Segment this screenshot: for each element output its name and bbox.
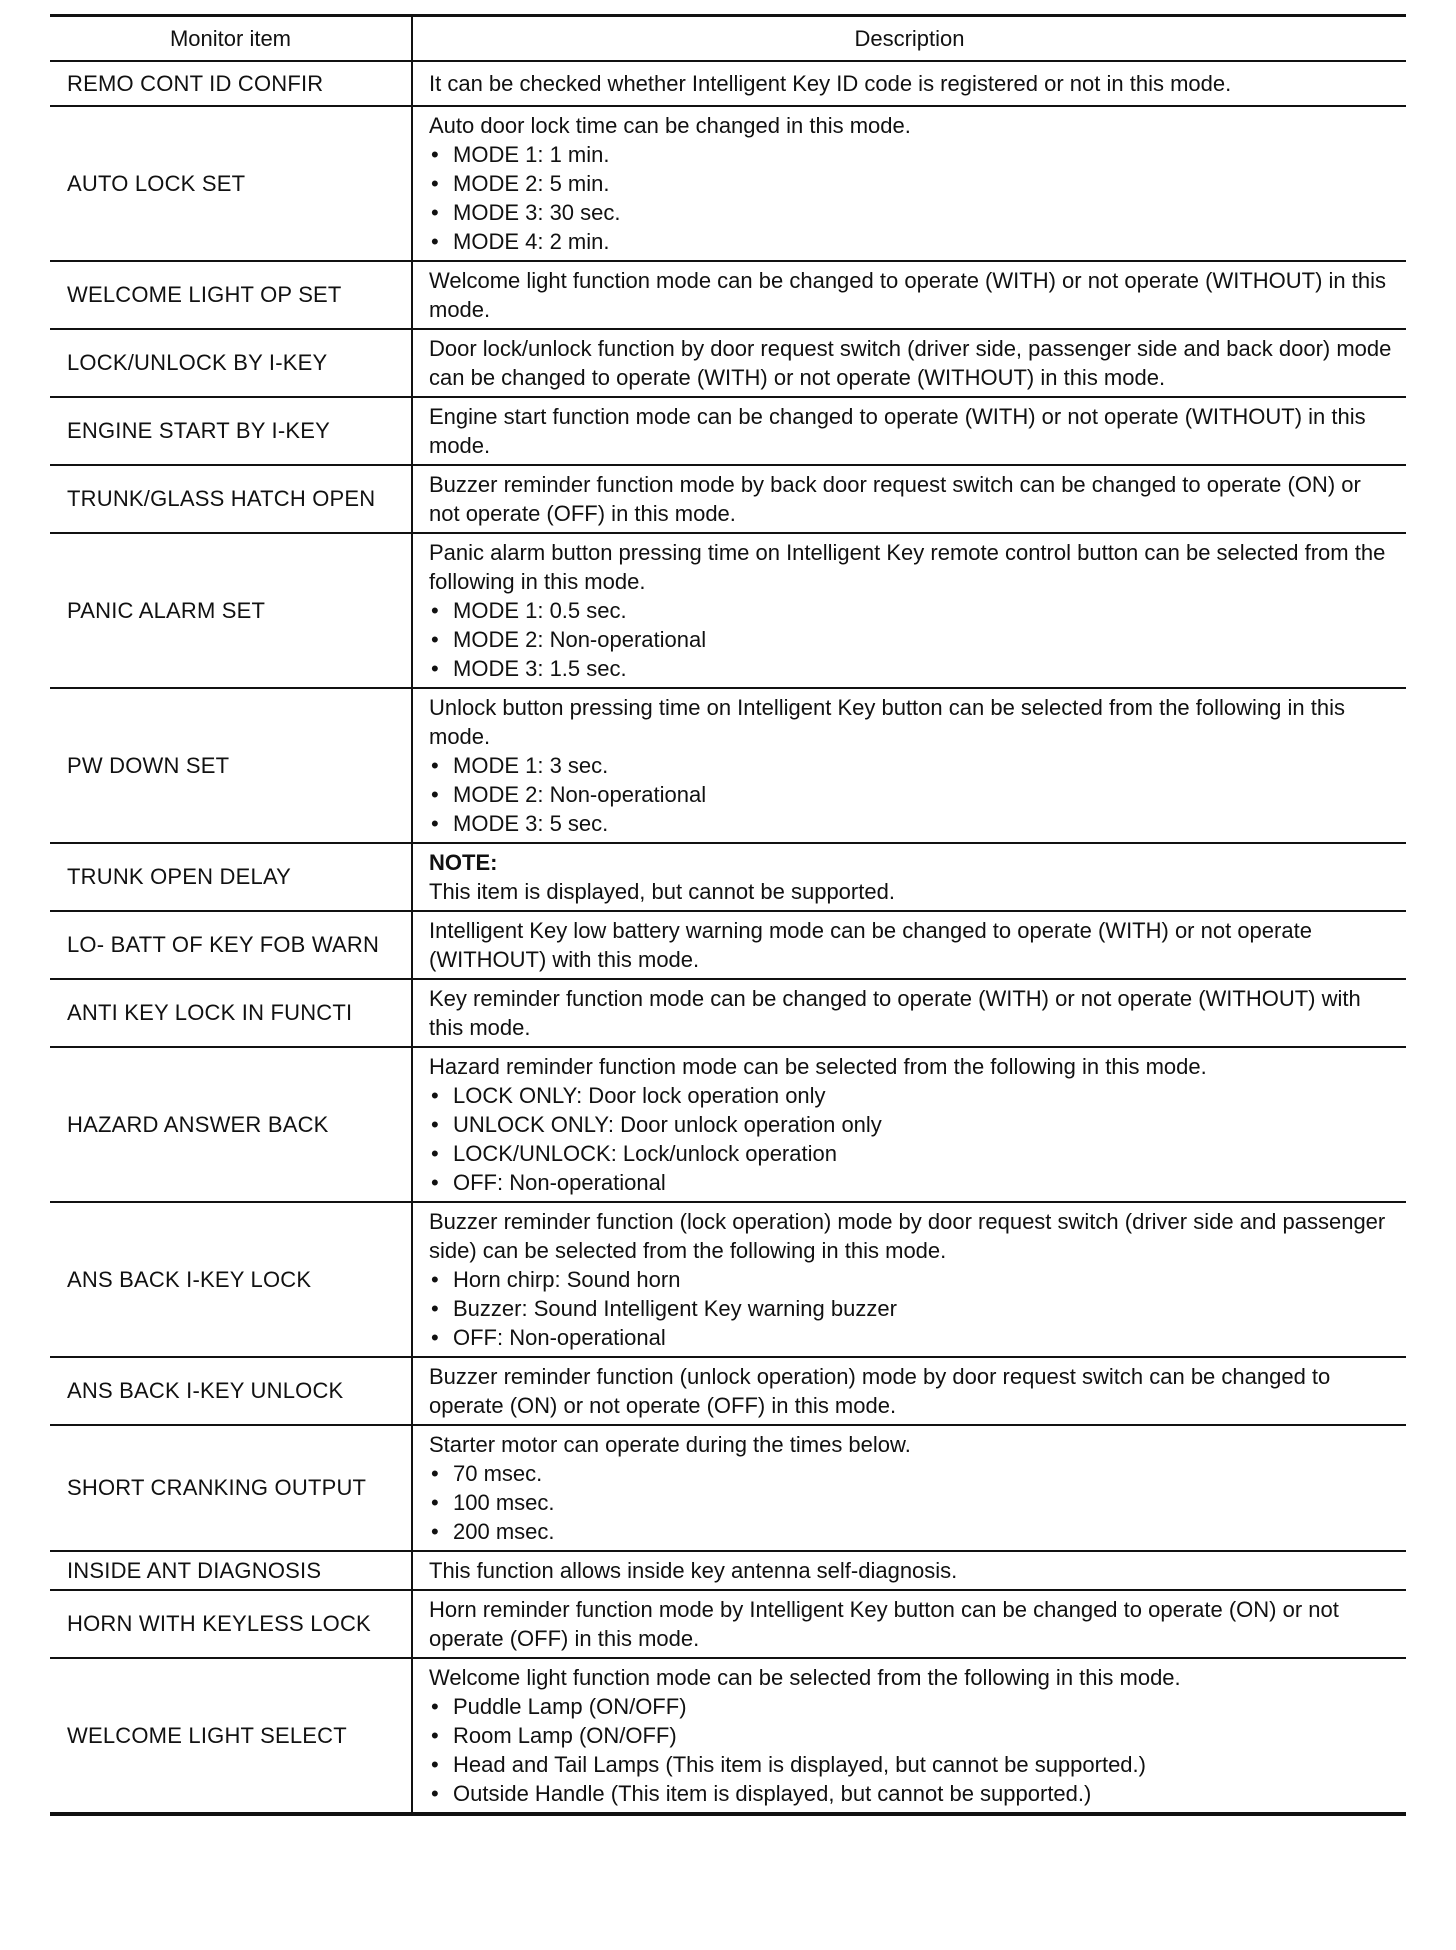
header-description: Description (412, 16, 1406, 61)
bullet-item: • MODE 3: 5 sec. (429, 809, 1394, 838)
bullet-item: • OFF: Non-operational (429, 1168, 1394, 1197)
bullet-item: • MODE 1: 0.5 sec. (429, 596, 1394, 625)
description-cell (412, 688, 1406, 843)
monitor-item-cell: LO- BATT OF KEY FOB WARN (50, 911, 412, 979)
description-text: Unlock button pressing time on Intelligent Key button can be selected from the following in this mode. (429, 694, 1345, 749)
bullet-list (429, 751, 1394, 838)
table-row (50, 1357, 1406, 1425)
description-cell (412, 1590, 1406, 1658)
bullet-item: • Horn chirp: Sound horn (429, 1265, 1394, 1294)
description-cell (412, 911, 1406, 979)
description-cell (412, 329, 1406, 397)
description-cell (412, 1551, 1406, 1590)
bullet-item: • UNLOCK ONLY: Door unlock operation only (429, 1110, 1394, 1139)
description-text: Welcome light function mode can be selected from the following in this mode. (429, 1664, 1181, 1690)
table-row (50, 61, 1406, 106)
monitor-item-table (50, 14, 1406, 1816)
description-text: This item is displayed, but cannot be supported. (429, 878, 895, 904)
table-row (50, 465, 1406, 533)
description-cell (412, 843, 1406, 911)
bullet-item: • 70 msec. (429, 1459, 1394, 1488)
monitor-item-cell: HORN WITH KEYLESS LOCK (50, 1590, 412, 1658)
monitor-item-cell: PW DOWN SET (50, 688, 412, 843)
monitor-item-cell: SHORT CRANKING OUTPUT (50, 1425, 412, 1551)
monitor-item-cell: ENGINE START BY I-KEY (50, 397, 412, 465)
bullet-item: • MODE 3: 1.5 sec. (429, 654, 1394, 683)
bullet-item: • LOCK/UNLOCK: Lock/unlock operation (429, 1139, 1394, 1168)
description-cell (412, 106, 1406, 261)
bullet-item: • Room Lamp (ON/OFF) (429, 1721, 1394, 1750)
bullet-item: • MODE 1: 3 sec. (429, 751, 1394, 780)
bullet-item: • Outside Handle (This item is displayed, but cannot be supported.) (429, 1779, 1394, 1808)
monitor-item-cell: TRUNK/GLASS HATCH OPEN (50, 465, 412, 533)
table-row (50, 843, 1406, 911)
bullet-item: • LOCK ONLY: Door lock operation only (429, 1081, 1394, 1110)
description-cell (412, 61, 1406, 106)
bullet-list (429, 596, 1394, 683)
bullet-item: • MODE 4: 2 min. (429, 227, 1394, 256)
bullet-item: • MODE 2: Non-operational (429, 625, 1394, 654)
description-cell (412, 465, 1406, 533)
table-row (50, 688, 1406, 843)
bullet-list (429, 140, 1394, 256)
description-text: Buzzer reminder function (lock operation) mode by door request switch (driver side and passenger side) can be selected from the following in this mode. (429, 1208, 1386, 1263)
table-row (50, 1202, 1406, 1357)
description-cell (412, 1047, 1406, 1202)
description-text: Horn reminder function mode by Intelligent Key button can be changed to operate (ON) or not operate (OFF) in this mode. (429, 1596, 1339, 1651)
bullet-item: • MODE 3: 30 sec. (429, 198, 1394, 227)
description-text: Buzzer reminder function (unlock operation) mode by door request switch can be changed to operate (ON) or not operate (OFF) in this mode. (429, 1363, 1331, 1418)
description-cell (412, 533, 1406, 688)
table-row (50, 397, 1406, 465)
description-text: Buzzer reminder function mode by back door request switch can be changed to operate (ON) or not operate (OFF) in this mode. (429, 471, 1361, 526)
monitor-item-cell: REMO CONT ID CONFIR (50, 61, 412, 106)
table-row (50, 533, 1406, 688)
description-cell (412, 1357, 1406, 1425)
table-body (50, 61, 1406, 1814)
table-row (50, 1551, 1406, 1590)
description-text: Door lock/unlock function by door request switch (driver side, passenger side and back door) mode can be changed to operate (WITH) or not operate (WITHOUT) in this mode. (429, 335, 1392, 390)
description-cell (412, 1202, 1406, 1357)
bullet-list (429, 1081, 1394, 1197)
bullet-item: • MODE 2: 5 min. (429, 169, 1394, 198)
monitor-item-cell: WELCOME LIGHT SELECT (50, 1658, 412, 1814)
description-text: Welcome light function mode can be changed to operate (WITH) or not operate (WITHOUT) in this mode. (429, 267, 1386, 322)
table-row (50, 106, 1406, 261)
table-header (50, 16, 1406, 61)
description-cell (412, 979, 1406, 1047)
monitor-item-cell: ANS BACK I-KEY UNLOCK (50, 1357, 412, 1425)
monitor-item-cell: AUTO LOCK SET (50, 106, 412, 261)
bullet-item: • 200 msec. (429, 1517, 1394, 1546)
description-text: Auto door lock time can be changed in this mode. (429, 112, 911, 138)
description-text: Starter motor can operate during the times below. (429, 1431, 911, 1457)
table-row (50, 1425, 1406, 1551)
description-cell (412, 261, 1406, 329)
bullet-item: • MODE 2: Non-operational (429, 780, 1394, 809)
table-row (50, 979, 1406, 1047)
bullet-list (429, 1692, 1394, 1808)
bullet-item: • OFF: Non-operational (429, 1323, 1394, 1352)
table-row (50, 261, 1406, 329)
table-row (50, 1047, 1406, 1202)
bullet-item: • Head and Tail Lamps (This item is displayed, but cannot be supported.) (429, 1750, 1394, 1779)
description-cell (412, 397, 1406, 465)
description-text: Intelligent Key low battery warning mode can be changed to operate (WITH) or not operate (WITHOUT) with this mode. (429, 917, 1312, 972)
bullet-item: • 100 msec. (429, 1488, 1394, 1517)
description-cell (412, 1658, 1406, 1814)
description-text: Panic alarm button pressing time on Intelligent Key remote control button can be selected from the following in this mode. (429, 539, 1386, 594)
description-text: Hazard reminder function mode can be selected from the following in this mode. (429, 1053, 1207, 1079)
monitor-item-cell: ANTI KEY LOCK IN FUNCTI (50, 979, 412, 1047)
bullet-item: • Puddle Lamp (ON/OFF) (429, 1692, 1394, 1721)
bullet-list (429, 1265, 1394, 1352)
monitor-item-cell: HAZARD ANSWER BACK (50, 1047, 412, 1202)
description-text: This function allows inside key antenna self-diagnosis. (429, 1557, 958, 1583)
table-row (50, 911, 1406, 979)
monitor-item-cell: LOCK/UNLOCK BY I-KEY (50, 329, 412, 397)
table-row (50, 1658, 1406, 1814)
monitor-item-cell: PANIC ALARM SET (50, 533, 412, 688)
header-row (50, 16, 1406, 61)
monitor-item-cell: INSIDE ANT DIAGNOSIS (50, 1551, 412, 1590)
description-text: It can be checked whether Intelligent Key ID code is registered or not in this mode. (429, 70, 1232, 96)
bullet-list (429, 1459, 1394, 1546)
description-text: Key reminder function mode can be changed to operate (WITH) or not operate (WITHOUT) with this mode. (429, 985, 1361, 1040)
header-monitor-item: Monitor item (50, 16, 412, 61)
monitor-item-cell: TRUNK OPEN DELAY (50, 843, 412, 911)
table-row (50, 1590, 1406, 1658)
monitor-item-cell: ANS BACK I-KEY LOCK (50, 1202, 412, 1357)
bullet-item: • Buzzer: Sound Intelligent Key warning buzzer (429, 1294, 1394, 1323)
description-cell (412, 1425, 1406, 1551)
monitor-item-cell: WELCOME LIGHT OP SET (50, 261, 412, 329)
bullet-item: • MODE 1: 1 min. (429, 140, 1394, 169)
note-label: NOTE: (429, 849, 498, 875)
table-row (50, 329, 1406, 397)
description-text: Engine start function mode can be changed to operate (WITH) or not operate (WITHOUT) in this mode. (429, 403, 1366, 458)
